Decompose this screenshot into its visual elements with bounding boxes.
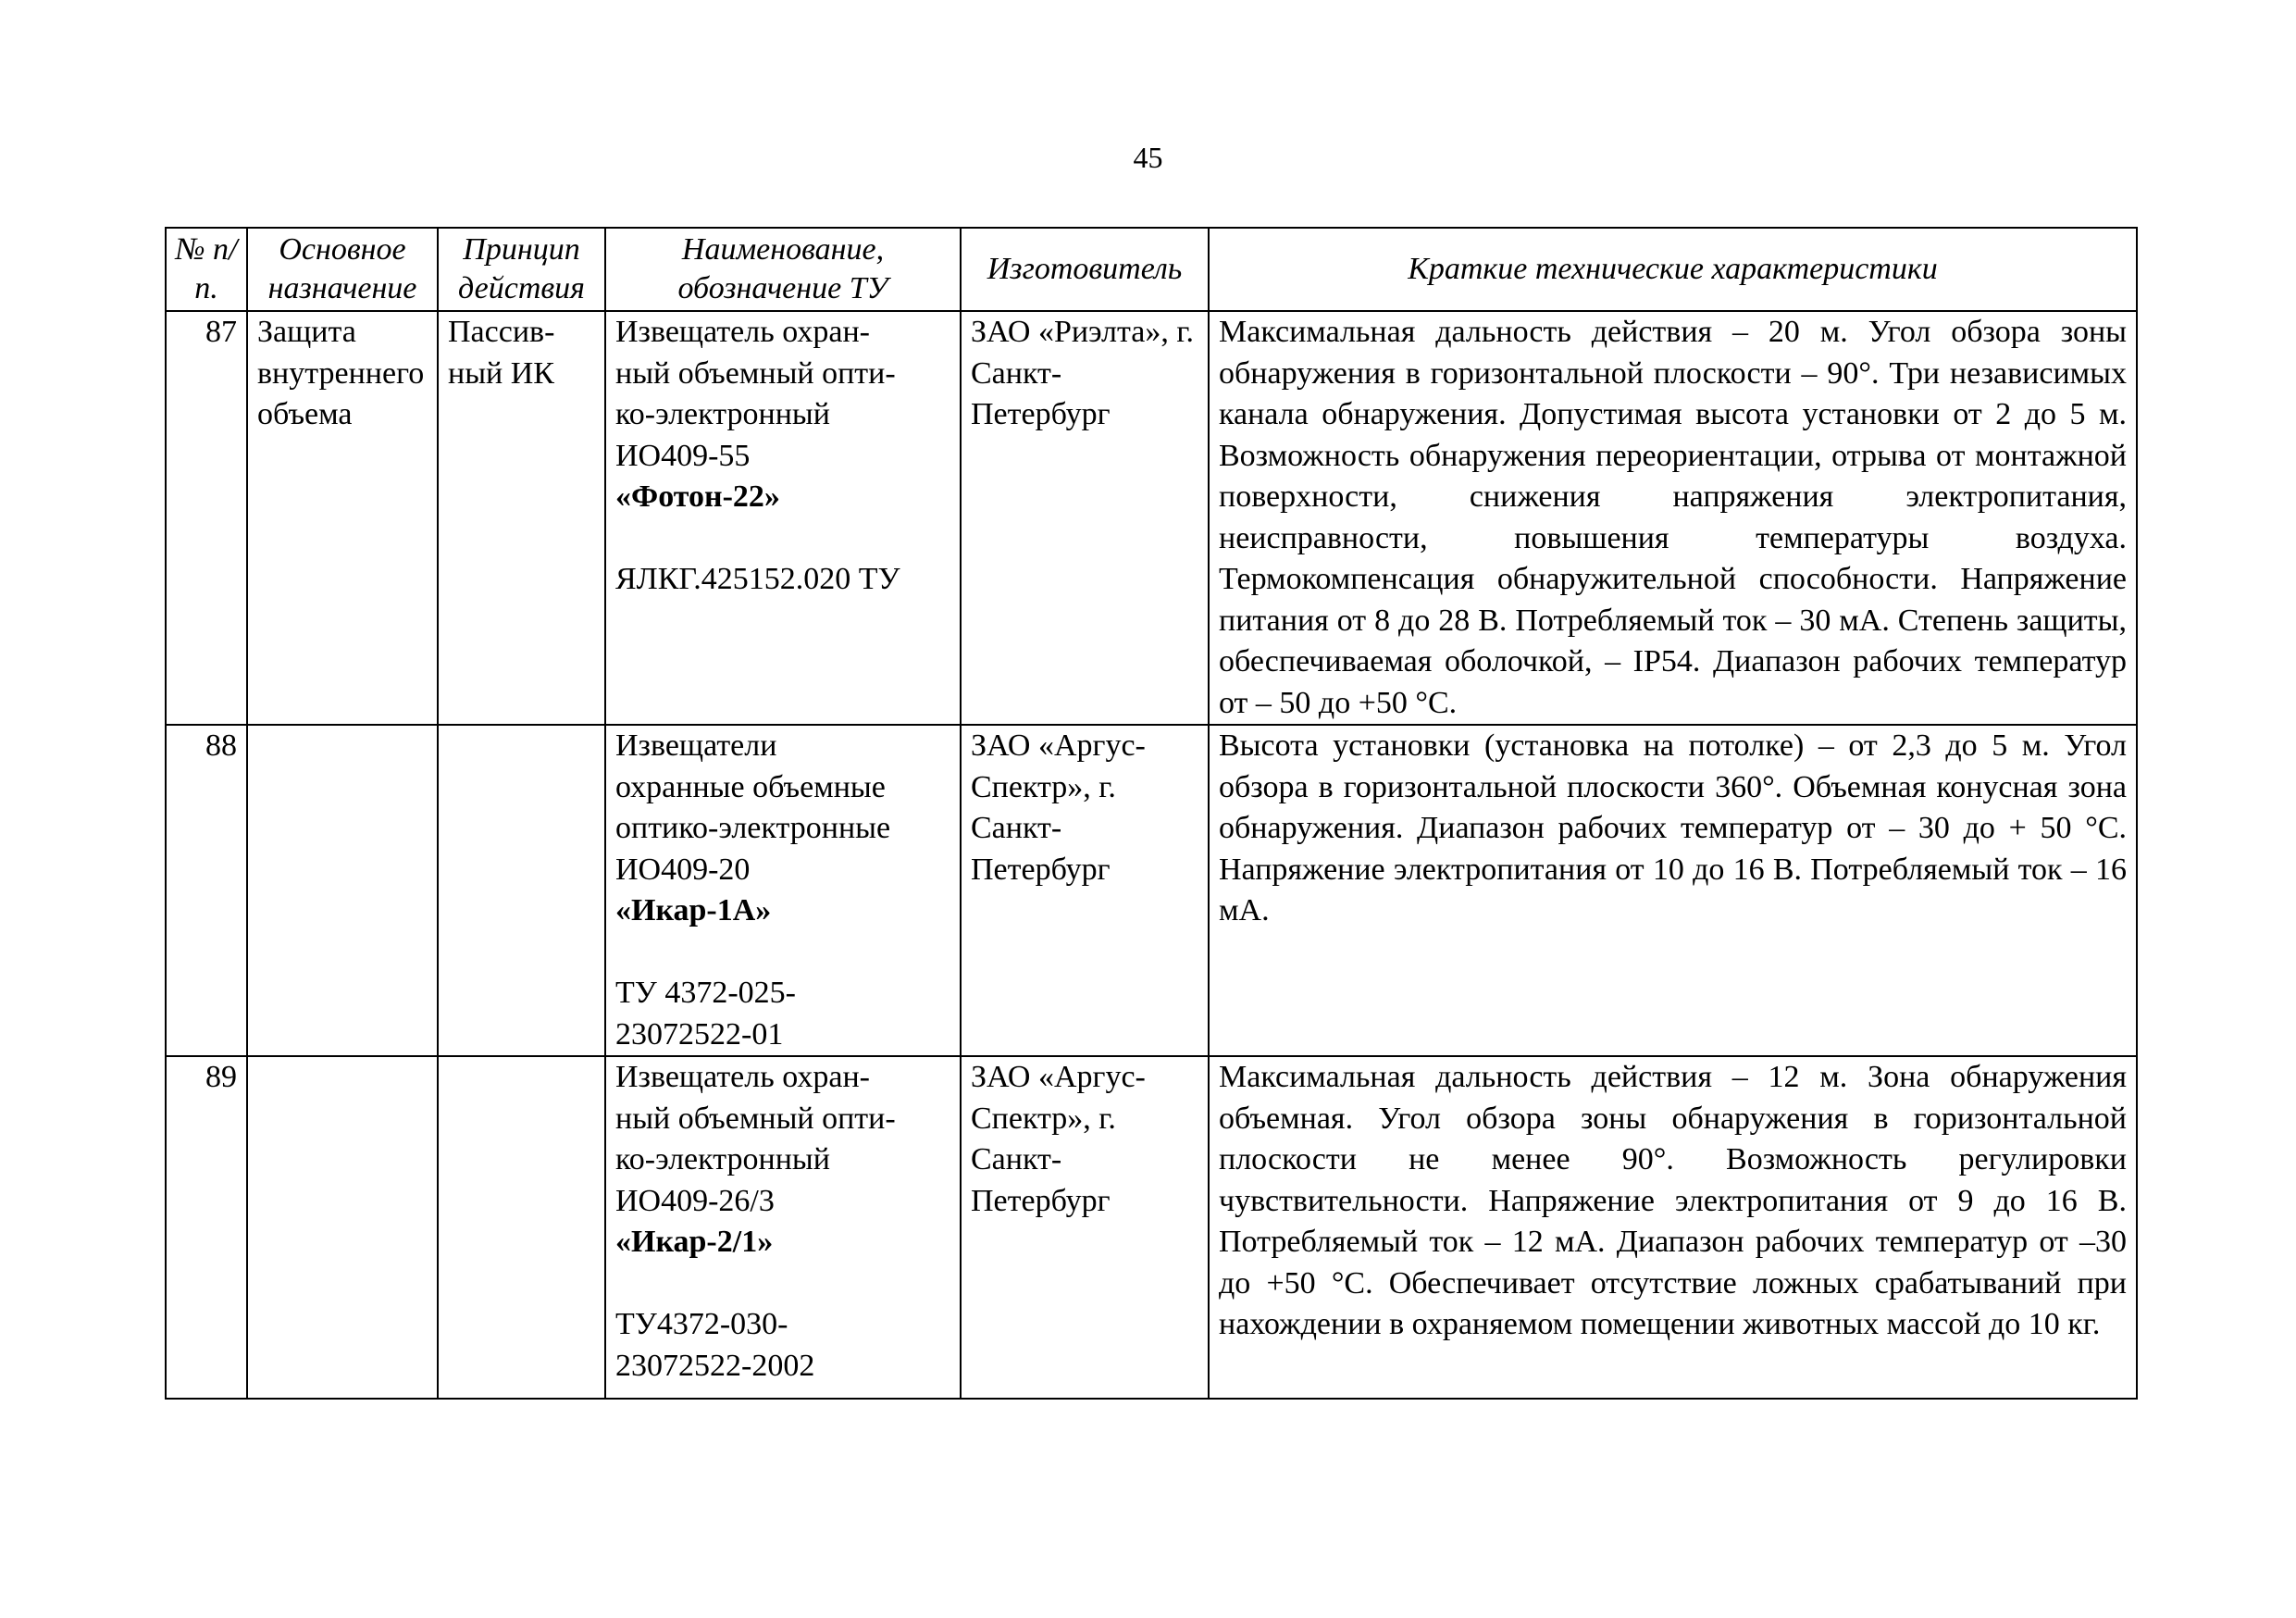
name-spacer [615, 932, 950, 974]
row-number: 87 [166, 311, 247, 725]
name-cell [605, 725, 961, 1056]
table-header-row [166, 228, 2137, 311]
name-line: ИО409-55 [615, 438, 751, 473]
name-cell [605, 311, 961, 725]
principle-cell [438, 725, 605, 1056]
purpose-cell [247, 311, 438, 725]
maker-cell [961, 1056, 1209, 1399]
name-spacer [615, 518, 950, 560]
name-line: ный объемный опти- [615, 355, 896, 391]
principle-cell [438, 1056, 605, 1399]
header-purpose: Основное назначение [247, 228, 438, 311]
name-cell [605, 1056, 961, 1399]
row-number: 89 [166, 1056, 247, 1399]
maker-text: ЗАО «Аргус-Спектр», г. Санкт-Петербург [971, 728, 1146, 887]
tu-designation: ТУ 4372-025- [615, 976, 796, 1010]
maker-text: ЗАО «Аргус-Спектр», г. Санкт-Петербург [971, 1060, 1146, 1218]
model-name: «Икар-1А» [615, 893, 772, 927]
name-line: оптико-электронные [615, 811, 891, 845]
header-maker: Изготовитель [961, 228, 1209, 311]
name-line: Извещатели [615, 728, 777, 763]
name-spacer [615, 1263, 950, 1305]
specs-cell [1209, 1056, 2137, 1399]
name-line: Извещатель охран- [615, 315, 871, 349]
table-row [166, 1056, 2137, 1399]
specs-text: Высота установки (установка на потолке) – от 2,3 до 5 м. Угол обзора в горизонтальной плоскости 360°. Объемная конусная зона обнаружения. Диапазон рабочих температур от – 30 до + 50 °С. Напряжение электропитания от 10 до 16 В. Потребляемый ток – 16 мА. [1219, 728, 2127, 927]
spec-table [165, 227, 2138, 1400]
model-name: «Икар-2/1» [615, 1225, 774, 1259]
specs-text: Максимальная дальность действия – 20 м. Угол обзора зоны обнаружения в горизонтальной плоскости – 90°. Три независимых канала обнаружения. Допустимая высота установки от 2 до 5 м. Возможность обнаружения переориентации, отрыва от монтажной поверхности, снижения напряжения электропитания, неисправности, повышения температуры воздуха. Термокомпенсация обнаружительной способности. Напряжение питания от 8 до 28 В. Потребляемый ток – 30 мА. Степень защиты, обеспечиваемая оболочкой, – IP54. Диапазон рабочих температур от – 50 до +50 °С. [1219, 315, 2127, 720]
tu-designation: 23072522-2002 [615, 1348, 815, 1383]
purpose-cell [247, 725, 438, 1056]
tu-designation: ЯЛКГ.425152.020 ТУ [615, 562, 900, 596]
specs-text: Максимальная дальность действия – 12 м. Зона обнаружения объемная. Угол обзора зоны обнаружения в горизонтальной плоскости не менее 90°. Возможность регулировки чувствительности. Напряжение электропитания от 9 до 16 В. Потребляемый ток – 12 мА. Диапазон рабочих температур от –30 до +50 °С. Обеспечивает отсутствие ложных срабатываний при нахождении в охраняемом помещении животных массой до 10 кг. [1219, 1060, 2127, 1341]
table-row [166, 725, 2137, 1056]
page-number: 45 [1133, 141, 1163, 174]
name-line: ИО409-26/3 [615, 1183, 775, 1218]
header-name: Наименование, обозначение ТУ [605, 228, 961, 311]
tu-designation: 23072522-01 [615, 1016, 784, 1052]
principle-cell [438, 311, 605, 725]
row-number: 88 [166, 725, 247, 1056]
specs-cell [1209, 725, 2137, 1056]
maker-cell [961, 725, 1209, 1056]
header-specs: Краткие технические характеристики [1209, 228, 2137, 311]
name-line: ко-электронный [615, 1142, 830, 1176]
purpose-cell [247, 1056, 438, 1399]
header-principle: Принцип действия [438, 228, 605, 311]
maker-text: ЗАО «Риэлта», г. Санкт-Петербург [971, 315, 1194, 431]
purpose-text: Защита внутреннего объема [257, 315, 425, 431]
specs-cell [1209, 311, 2137, 725]
tu-designation: ТУ4372-030- [615, 1307, 788, 1341]
name-line: ный объемный опти- [615, 1101, 896, 1136]
model-name: «Фотон-22» [615, 479, 780, 514]
name-line: охранные объемные [615, 769, 886, 804]
principle-text: Пассив-ный ИК [448, 315, 555, 391]
header-num: № п/п. [166, 228, 247, 311]
table-row [166, 311, 2137, 725]
name-line: ИО409-20 [615, 852, 751, 887]
name-line: Извещатель охран- [615, 1060, 871, 1094]
name-line: ко-электронный [615, 397, 830, 431]
maker-cell [961, 311, 1209, 725]
